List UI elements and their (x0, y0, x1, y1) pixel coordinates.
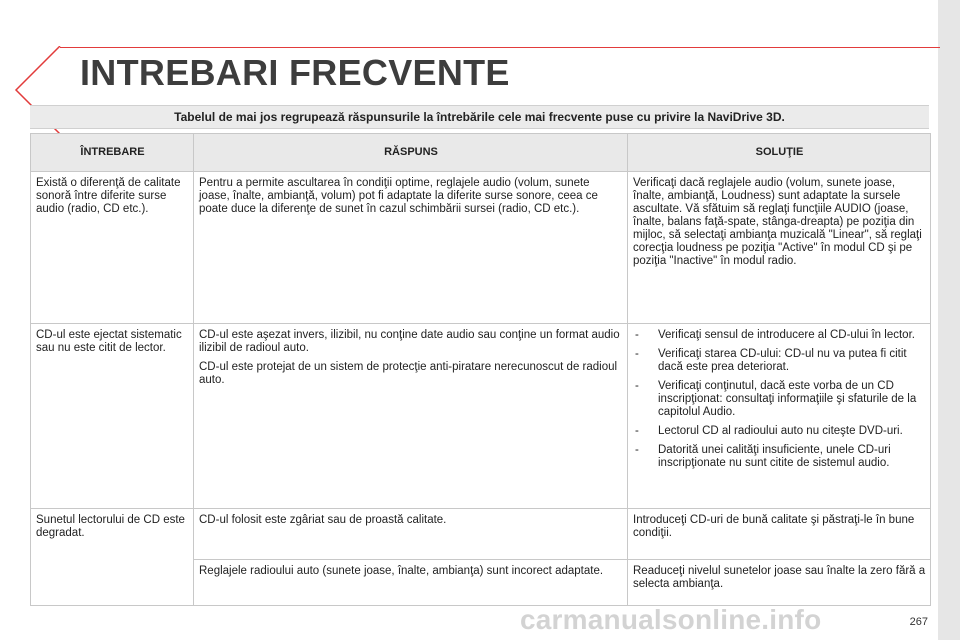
question-cell: Sunetul lectorului de CD este degradat. (31, 509, 194, 606)
solution-item: - Verificaţi conţinutul, dacă este vorba de un CD inscripţionat: consultaţi informaţiile şi sfaturile de la capitolul Audio. (633, 380, 926, 419)
solution-item: - Datorită unei calităţi insuficiente, unele CD-uri inscripţionate nu sunt citite de sistemul audio. (633, 444, 926, 470)
solution-item: - Verificaţi sensul de introducere al CD-ului în lector. (633, 329, 926, 342)
answer-cell: Pentru a permite ascultarea în condiţii optime, reglajele audio (volum, sunete joase, înalte, ambianţă, volum) pot fi adaptate la diferite surse sonore, ceea ce poate duce la diferenţe de sunet în cazul schimbării sursei (radio, CD etc.). (194, 172, 628, 324)
right-sidebar-strip (938, 0, 960, 640)
intro-band (30, 105, 929, 129)
solution-cell: Readuceţi nivelul sunetelor joase sau înalte la zero fără a selecta ambianţa. (628, 560, 931, 606)
faq-table (30, 133, 931, 606)
table-row (31, 324, 931, 509)
solution-item: - Lectorul CD al radioului auto nu citeşte DVD-uri. (633, 425, 926, 438)
solution-list (633, 329, 926, 470)
solution-cell: Introduceţi CD-uri de bună calitate şi păstraţi-le în bune condiţii. (628, 509, 931, 560)
answer-paragraph: CD-ul este protejat de un sistem de protecţie anti-piratare nerecunoscut de radioul auto. (199, 361, 618, 386)
table-header-row (31, 134, 931, 172)
page-title: INTREBARI FRECVENTE (80, 52, 510, 93)
header-rule (60, 47, 940, 48)
page-number: 267 (909, 616, 928, 628)
answer-cell (194, 324, 628, 509)
solution-item: - Verificaţi starea CD-ului: CD-ul nu va putea fi citit dacă este prea deteriorat. (633, 348, 926, 374)
solution-cell: Verificaţi dacă reglajele audio (volum, sunete joase, înalte, ambianţă, Loudness) sunt adaptate la sursele ascultate. Vă sfătuim să reglaţi funcţiile AUDIO (joase, înalte, balans faţă-spate, stânga-dreapta) pe poziţia din mijloc, să selectaţi ambianţa muzicală "Linear", să reglaţi corecţia loudness pe poziţia "Active" în modul CD şi pe poziţia "Inactive" în modul radio. (628, 172, 931, 324)
intro-text: Tabelul de mai jos regrupează răspunsurile la întrebările cele mai frecvente puse cu privire la NaviDrive 3D. (174, 110, 785, 124)
answer-paragraph: CD-ul este aşezat invers, ilizibil, nu conţine date audio sau conţine un format audio ilizibil de radioul auto. (199, 329, 620, 354)
watermark: carmanualsonline.info (520, 604, 822, 635)
table-row (31, 172, 931, 324)
solution-cell (628, 324, 931, 509)
answer-cell: Reglajele radioului auto (sunete joase, înalte, ambianţa) sunt incorect adaptate. (194, 560, 628, 606)
header-question: ÎNTREBARE (31, 134, 194, 172)
answer-cell: CD-ul folosit este zgâriat sau de proastă calitate. (194, 509, 628, 560)
table-row (31, 509, 931, 560)
question-cell: Există o diferenţă de calitate sonoră între diferite surse audio (radio, CD etc.). (31, 172, 194, 324)
header-answer: RĂSPUNS (194, 134, 628, 172)
question-cell: CD-ul este ejectat sistematic sau nu este citit de lector. (31, 324, 194, 509)
header-solution: SOLUŢIE (628, 134, 931, 172)
